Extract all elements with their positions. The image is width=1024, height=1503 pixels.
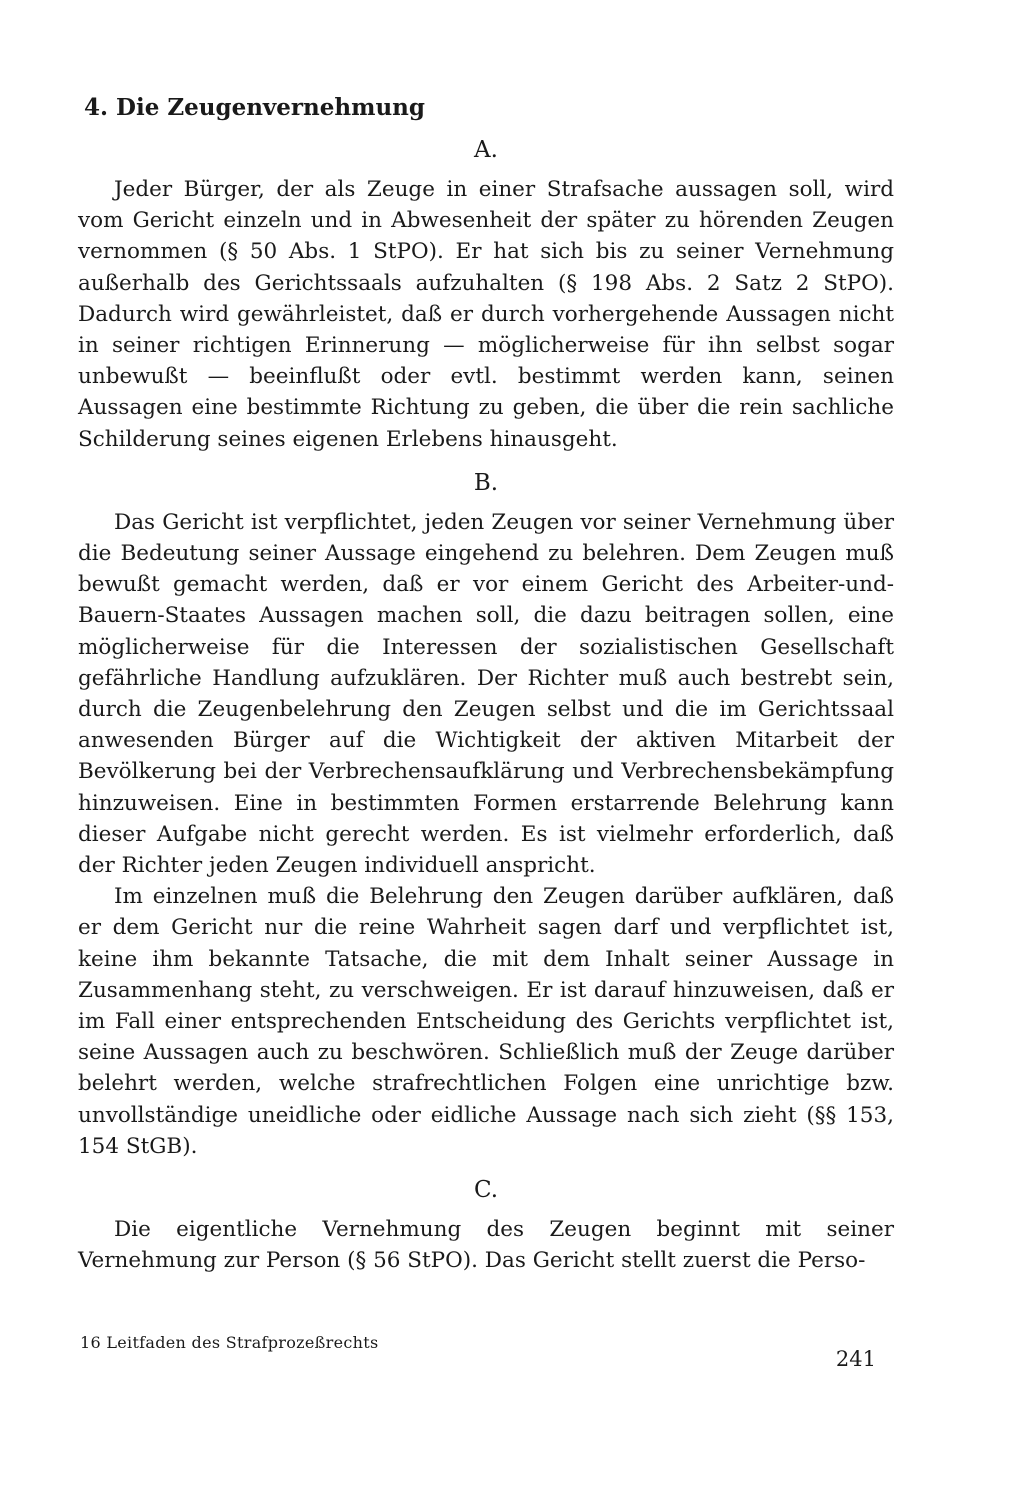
section-letter: C. <box>473 1177 499 1204</box>
paragraph: Das Gericht ist verpflichtet, jeden Zeugen vor seiner Vernehmung über die Bedeutung seiner Aussage eingehend zu belehren. Dem Zeugen muß bewußt gemacht werden, daß er vor einem Gericht des Arbeiter-und-Bauern-Staates Aussagen machen soll, die dazu beitragen sollen, eine möglicherweise für die Interessen der sozialistischen Gesellschaft gefährliche Handlung aufzuklären. Der Richter muß auch bestrebt sein, durch die Zeugenbelehrung den Zeugen selbst und die im Gerichtssaal anwesenden Bürger auf die Wichtigkeit der aktiven Mitarbeit der Bevölkerung bei der Verbrechensaufklärung und Verbrechensbekämpfung hinzuweisen. Eine in bestimmten Formen erstarrende Belehrung kann dieser Aufgabe nicht gerecht werden. Es ist vielmehr erforderlich, daß der Richter jeden Zeugen individuell anspricht. <box>78 509 894 879</box>
paragraph: Jeder Bürger, der als Zeuge in einer Strafsache aussagen soll, wird vom Gericht einzeln und in Abwesenheit der später zu hörenden Zeugen vernommen (§ 50 Abs. 1 StPO). Er hat sich bis zu seiner Vernehmung außerhalb des Gerichtssaals aufzuhalten (§ 198 Abs. 2 Satz 2 StPO). Dadurch wird gewährleistet, daß er durch vorhergehende Aussagen nicht in seiner richtigen Erinnerung — möglicherweise für ihn selbst sogar unbewußt — beeinflußt oder evtl. bestimmt werden kann, seinen Aussagen eine bestimmte Richtung zu geben, die über die rein sachliche Schilderung seines eigenen Erlebens hinausgeht. <box>78 177 894 452</box>
page-footer <box>78 1333 894 1373</box>
signature-line: 16 Leitfaden des Strafprozeßrechts <box>80 1333 379 1352</box>
chapter-heading: 4. Die Zeugenvernehmung <box>84 94 425 121</box>
paragraph: Die eigentliche Vernehmung des Zeugen beginnt mit seiner Vernehmung zur Person (§ 56 StPO). Das Gericht stellt zuerst die Perso- <box>78 1217 894 1274</box>
section-letter: B. <box>473 469 499 496</box>
section-c <box>78 1174 894 1276</box>
section-b <box>78 467 894 1162</box>
section-letter: A. <box>474 137 498 163</box>
paragraph: Im einzelnen muß die Belehrung den Zeugen darüber aufklären, daß er dem Gericht nur die reine Wahrheit sagen darf und verpflichtet ist, keine ihm bekannte Tatsache, die mit dem Inhalt seiner Aussage in Zusammenhang steht, zu verschweigen. Er ist darauf hinzuweisen, daß er im Fall einer entsprechenden Entscheidung des Gerichts verpflichtet ist, seine Aussagen auch zu beschwören. Schließlich muß der Zeuge darüber belehrt werden, welche strafrechtlichen Folgen eine unrichtige bzw. unvollständige uneidliche oder eidliche Aussage nach sich zieht (§§ 153, 154 StGB). <box>78 884 894 1159</box>
page-body <box>78 92 894 1277</box>
section-a <box>78 134 894 455</box>
page-number: 241 <box>835 1347 876 1371</box>
